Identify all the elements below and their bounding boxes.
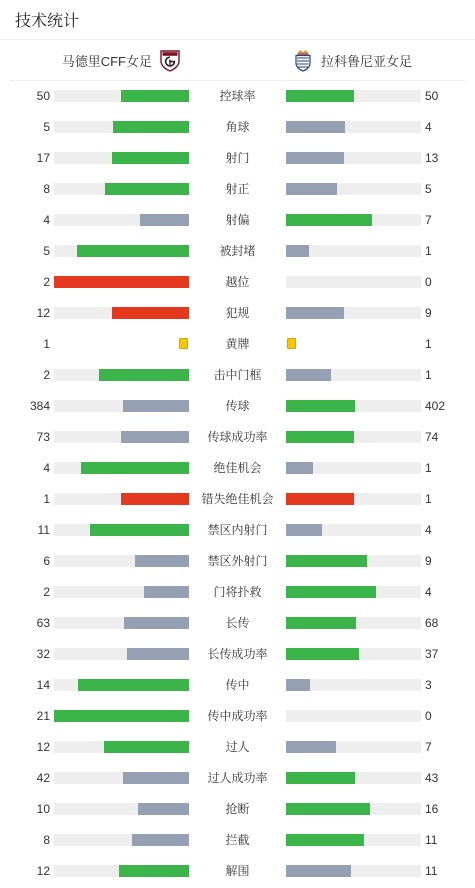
stat-label: 黄牌 [225, 337, 250, 351]
stat-row [0, 267, 475, 298]
stat-label: 角球 [225, 120, 250, 134]
home-bar-fill [77, 245, 189, 257]
away-bar-fill [286, 400, 355, 412]
stat-row [0, 484, 475, 515]
away-bar-track [286, 741, 421, 753]
home-bar-fill [99, 369, 189, 381]
away-bar-track [286, 431, 421, 443]
stat-row [0, 701, 475, 732]
away-value: 0 [425, 275, 432, 289]
away-bar-fill [286, 493, 354, 505]
away-bar-track [286, 462, 421, 474]
away-bar-fill [286, 803, 370, 815]
stat-row [0, 453, 475, 484]
stat-row [0, 546, 475, 577]
home-value: 32 [36, 647, 50, 661]
home-value: 6 [43, 554, 50, 568]
home-value: 42 [36, 771, 50, 785]
away-bar-track [286, 493, 421, 505]
stat-label: 拦截 [225, 833, 250, 847]
home-bar-fill [140, 214, 189, 226]
home-team[interactable] [62, 40, 182, 80]
stat-row [0, 81, 475, 112]
deportivo-crest-icon [291, 48, 315, 72]
home-bar-fill [124, 617, 189, 629]
home-bar-track [54, 462, 189, 474]
away-bar-fill [286, 741, 336, 753]
home-bar-fill [81, 462, 189, 474]
home-value: 8 [43, 833, 50, 847]
home-value: 4 [43, 213, 50, 227]
away-bar-fill [286, 865, 351, 877]
stat-row [0, 732, 475, 763]
home-bar-track [54, 524, 189, 536]
home-value: 8 [43, 182, 50, 196]
home-team-name: 马德里CFF女足 [61, 53, 152, 69]
away-value: 74 [425, 430, 439, 444]
home-bar-track [54, 586, 189, 598]
stat-row [0, 360, 475, 391]
home-value: 384 [29, 399, 50, 413]
away-value: 7 [425, 213, 432, 227]
home-value: 12 [36, 306, 50, 320]
home-bar-track [54, 648, 189, 660]
home-value: 10 [36, 802, 50, 816]
home-bar-track [54, 276, 189, 288]
stat-row [0, 422, 475, 453]
away-value: 13 [425, 151, 439, 165]
stat-label: 门将扑救 [213, 585, 262, 599]
home-bar-track [54, 183, 189, 195]
home-value: 2 [43, 275, 50, 289]
away-value: 4 [425, 120, 432, 134]
home-bar-fill [54, 710, 189, 722]
home-value: 2 [43, 585, 50, 599]
stat-row [0, 670, 475, 701]
home-bar-fill [104, 741, 189, 753]
away-bar-track [286, 214, 421, 226]
stat-row [0, 236, 475, 267]
home-bar-fill [112, 152, 189, 164]
away-value: 1 [425, 337, 432, 351]
stat-row [0, 825, 475, 856]
away-value: 1 [425, 461, 432, 475]
stat-label: 抢断 [225, 802, 250, 816]
home-value: 12 [36, 740, 50, 754]
away-value: 4 [425, 585, 432, 599]
away-value: 11 [425, 833, 438, 847]
home-bar-track [54, 245, 189, 257]
away-value: 1 [425, 368, 432, 382]
away-bar-fill [286, 431, 354, 443]
home-bar-track [54, 90, 189, 102]
home-value: 1 [43, 337, 50, 351]
stat-row [0, 639, 475, 670]
stat-label: 过人 [225, 740, 250, 754]
away-bar-fill [286, 90, 354, 102]
stat-label: 射门 [225, 151, 250, 165]
home-bar-fill [127, 648, 189, 660]
stat-row [0, 763, 475, 794]
home-value: 12 [36, 864, 50, 878]
home-bar-fill [105, 183, 189, 195]
away-value: 37 [425, 647, 439, 661]
home-value: 5 [43, 244, 50, 258]
away-bar-track [286, 400, 421, 412]
stats-list [0, 81, 475, 887]
away-bar-track [286, 307, 421, 319]
home-bar-track [54, 431, 189, 443]
away-bar-fill [286, 834, 364, 846]
teams-bar [10, 40, 465, 81]
home-value: 5 [43, 120, 50, 134]
away-value: 0 [425, 709, 432, 723]
away-bar-track [286, 803, 421, 815]
stat-row [0, 391, 475, 422]
stat-label: 传中成功率 [207, 709, 268, 723]
stat-row [0, 143, 475, 174]
away-bar-track [286, 865, 421, 877]
stat-label: 传球 [225, 399, 250, 413]
away-bar-fill [286, 245, 309, 257]
home-value: 14 [36, 678, 50, 692]
stat-label: 长传 [225, 616, 250, 630]
home-value: 73 [36, 430, 50, 444]
home-value: 2 [43, 368, 50, 382]
home-bar-track [54, 834, 189, 846]
home-bar-fill [112, 307, 189, 319]
away-value: 9 [425, 306, 432, 320]
home-bar-fill [138, 803, 189, 815]
home-bar-fill [113, 121, 189, 133]
away-bar-fill [286, 121, 345, 133]
away-bar-track [286, 369, 421, 381]
away-value: 11 [425, 864, 438, 878]
stat-row [0, 794, 475, 825]
away-bar-fill [286, 524, 322, 536]
home-bar-fill [78, 679, 189, 691]
away-value: 4 [425, 523, 432, 537]
stats-header [0, 0, 475, 40]
away-bar-track [286, 555, 421, 567]
stat-label: 禁区内射门 [207, 523, 268, 537]
stat-label: 犯规 [225, 306, 250, 320]
home-value: 11 [37, 523, 50, 537]
home-bar-track [54, 772, 189, 784]
home-bar-track [54, 803, 189, 815]
away-bar-fill [286, 152, 344, 164]
page-title: 技术统计 [15, 13, 80, 30]
home-bar-fill [54, 276, 189, 288]
stat-row [0, 174, 475, 205]
away-bar-fill [286, 617, 356, 629]
stat-label: 射偏 [225, 213, 250, 227]
home-value: 50 [36, 89, 50, 103]
away-bar-track [286, 586, 421, 598]
away-bar-track [286, 524, 421, 536]
away-value: 5 [425, 182, 432, 196]
away-bar-track [286, 152, 421, 164]
away-yellow-card-icon [287, 338, 296, 349]
stat-label: 控球率 [219, 89, 256, 103]
home-bar-track [54, 617, 189, 629]
home-bar-fill [90, 524, 189, 536]
away-value: 43 [425, 771, 439, 785]
away-value: 7 [425, 740, 432, 754]
away-bar-track [286, 679, 421, 691]
home-bar-track [54, 555, 189, 567]
away-value: 1 [425, 492, 432, 506]
away-team-name: 拉科鲁尼亚女足 [321, 53, 413, 69]
away-value: 3 [425, 678, 432, 692]
home-bar-fill [123, 772, 189, 784]
stat-label: 过人成功率 [207, 771, 268, 785]
away-bar-fill [286, 679, 310, 691]
away-bar-track [286, 90, 421, 102]
away-bar-track [286, 772, 421, 784]
home-bar-track [54, 369, 189, 381]
stat-row [0, 577, 475, 608]
home-yellow-card-icon [179, 338, 188, 349]
away-bar-track [286, 834, 421, 846]
away-bar-track [286, 121, 421, 133]
away-bar-fill [286, 555, 367, 567]
away-bar-track [286, 648, 421, 660]
home-bar-track [54, 679, 189, 691]
away-bar-fill [286, 183, 337, 195]
away-value: 16 [425, 802, 439, 816]
stat-row [0, 112, 475, 143]
home-bar-fill [144, 586, 189, 598]
home-bar-track [54, 710, 189, 722]
away-bar-fill [286, 307, 344, 319]
away-bar-fill [286, 586, 376, 598]
home-value: 4 [43, 461, 50, 475]
home-bar-track [54, 121, 189, 133]
home-bar-fill [121, 431, 189, 443]
stat-label: 解围 [225, 864, 250, 878]
stat-label: 被封堵 [219, 244, 256, 258]
home-bar-track [54, 741, 189, 753]
stat-label: 绝佳机会 [213, 461, 262, 475]
home-bar-fill [119, 865, 189, 877]
stat-label: 传球成功率 [207, 430, 268, 444]
away-value: 68 [425, 616, 439, 630]
home-bar-track [54, 865, 189, 877]
away-bar-track [286, 617, 421, 629]
away-bar-track [286, 710, 421, 722]
away-value: 1 [425, 244, 432, 258]
away-bar-fill [286, 369, 331, 381]
stat-row [0, 329, 475, 360]
home-bar-fill [132, 834, 189, 846]
away-bar-fill [286, 214, 372, 226]
away-value: 50 [425, 89, 439, 103]
home-value: 63 [36, 616, 50, 630]
stat-label: 错失绝佳机会 [201, 492, 274, 506]
stat-label: 传中 [225, 678, 250, 692]
home-bar-track [54, 152, 189, 164]
home-bar-fill [135, 555, 189, 567]
away-bar-fill [286, 648, 359, 660]
home-bar-fill [123, 400, 189, 412]
away-team[interactable] [291, 40, 412, 80]
home-bar-track [54, 400, 189, 412]
stat-label: 击中门框 [213, 368, 262, 382]
away-value: 9 [425, 554, 432, 568]
home-bar-track [54, 214, 189, 226]
away-bar-track [286, 183, 421, 195]
stat-row [0, 608, 475, 639]
home-value: 17 [36, 151, 50, 165]
stat-label: 越位 [225, 275, 250, 289]
stat-label: 射正 [225, 182, 250, 196]
away-bar-track [286, 245, 421, 257]
stat-label: 禁区外射门 [207, 554, 268, 568]
away-bar-fill [286, 462, 313, 474]
stat-row [0, 856, 475, 887]
home-bar-fill [121, 493, 189, 505]
away-bar-track [286, 276, 421, 288]
away-bar-fill [286, 772, 355, 784]
away-value: 402 [425, 399, 446, 413]
home-bar-track [54, 307, 189, 319]
stat-label: 长传成功率 [207, 647, 268, 661]
home-value: 1 [43, 492, 50, 506]
stat-row [0, 205, 475, 236]
stat-row [0, 298, 475, 329]
home-bar-fill [121, 90, 189, 102]
home-bar-track [54, 493, 189, 505]
stat-row [0, 515, 475, 546]
madrid-cff-crest-icon [158, 48, 182, 72]
home-value: 21 [36, 709, 50, 723]
